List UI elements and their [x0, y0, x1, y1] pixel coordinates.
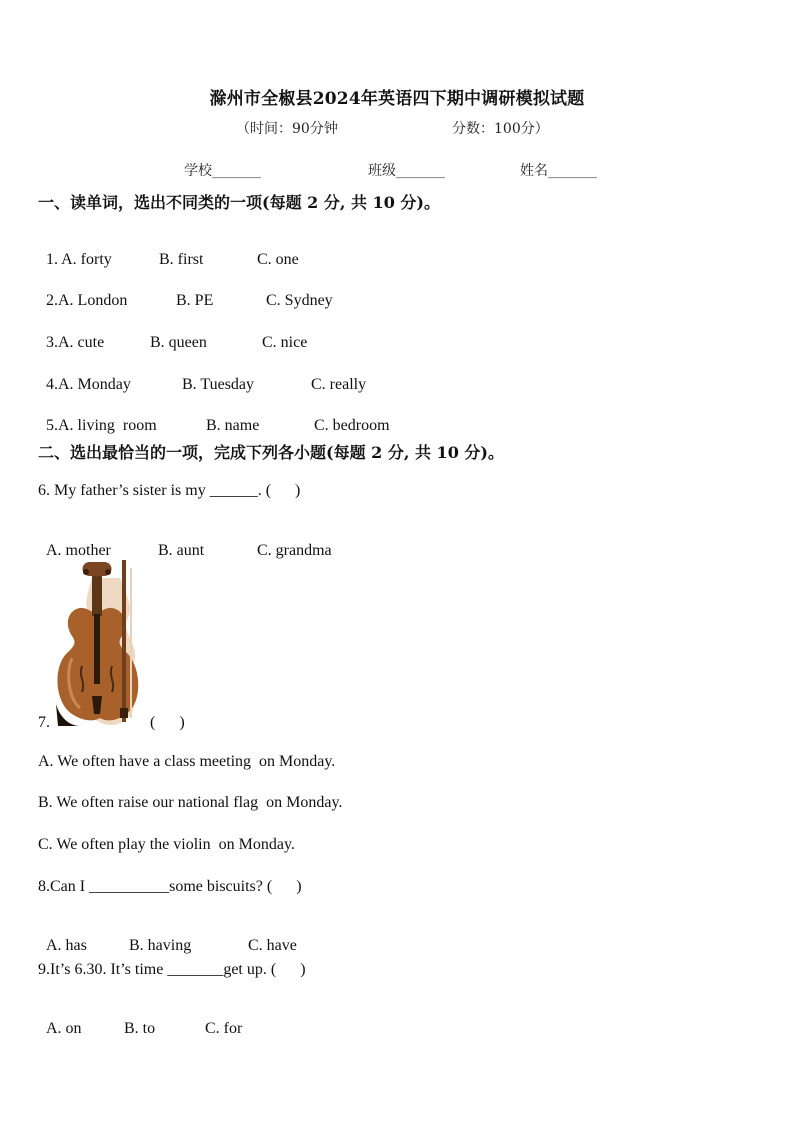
q5-option-c: C. bedroom — [314, 417, 390, 434]
school-field: 学校_______ — [184, 163, 261, 179]
q9-option-b: B. to — [124, 1020, 156, 1037]
question-6-stem: 6. My father’s sister is my ______. ( ) — [38, 482, 301, 499]
violin-icon — [50, 558, 146, 730]
q9-option-a: A. on — [46, 1020, 82, 1037]
question-9-stem: 9.It’s 6.30. It’s time _______get up. ( ) — [38, 961, 306, 978]
question-8-stem: 8.Can I __________some biscuits? ( ) — [38, 878, 302, 895]
q4-option-c: C. really — [311, 376, 367, 393]
q1-option-c: C. one — [257, 251, 299, 268]
exam-time: （时间：90分钟 — [236, 121, 338, 137]
q3-option-a: 3.A. cute — [46, 334, 105, 351]
q8-option-c: C. have — [248, 937, 297, 954]
q1-option-a: 1. A. forty — [46, 251, 112, 268]
exam-score: 分数：100分） — [452, 121, 549, 137]
question-7-number: 7. — [38, 714, 50, 731]
q7-option-c: C. We often play the violin on Monday. — [38, 836, 295, 853]
q7-option-a: A. We often have a class meeting on Monday. — [38, 753, 336, 770]
name-field: 姓名_______ — [520, 163, 597, 179]
q2-option-c: C. Sydney — [266, 292, 333, 309]
question-1 — [38, 233, 299, 269]
section-2-heading: 二、选出最恰当的一项，完成下列各小题(每题 2 分, 共 10 分)。 — [38, 443, 504, 462]
q6-option-a: A. mother — [46, 542, 111, 559]
question-9-options — [38, 1002, 243, 1038]
q1-option-b: B. first — [159, 251, 204, 268]
section-1-heading: 一、读单词，选出不同类的一项(每题 2 分, 共 10 分)。 — [38, 193, 440, 212]
question-4 — [38, 358, 367, 394]
q3-option-c: C. nice — [262, 334, 308, 351]
q5-option-b: B. name — [206, 417, 260, 434]
q4-option-a: 4.A. Monday — [46, 376, 131, 393]
question-2 — [38, 274, 333, 310]
q3-option-b: B. queen — [150, 334, 207, 351]
q6-option-c: C. grandma — [257, 542, 332, 559]
q4-option-b: B. Tuesday — [182, 376, 255, 393]
question-7-answer-blank: ( ) — [150, 714, 185, 731]
q8-option-a: A. has — [46, 937, 87, 954]
q8-option-b: B. having — [129, 937, 192, 954]
q2-option-b: B. PE — [176, 292, 214, 309]
q6-option-b: B. aunt — [158, 542, 205, 559]
question-6-options — [38, 524, 332, 560]
question-5 — [38, 399, 390, 435]
q9-option-c: C. for — [205, 1020, 243, 1037]
page-title: 滁州市全椒县2024年英语四下期中调研模拟试题 — [209, 89, 585, 109]
q7-option-b: B. We often raise our national flag on Monday. — [38, 794, 343, 811]
question-8-options — [38, 919, 297, 955]
class-field: 班级_______ — [368, 163, 445, 179]
question-3 — [38, 316, 308, 352]
q2-option-a: 2.A. London — [46, 292, 128, 309]
q5-option-a: 5.A. living room — [46, 417, 157, 434]
